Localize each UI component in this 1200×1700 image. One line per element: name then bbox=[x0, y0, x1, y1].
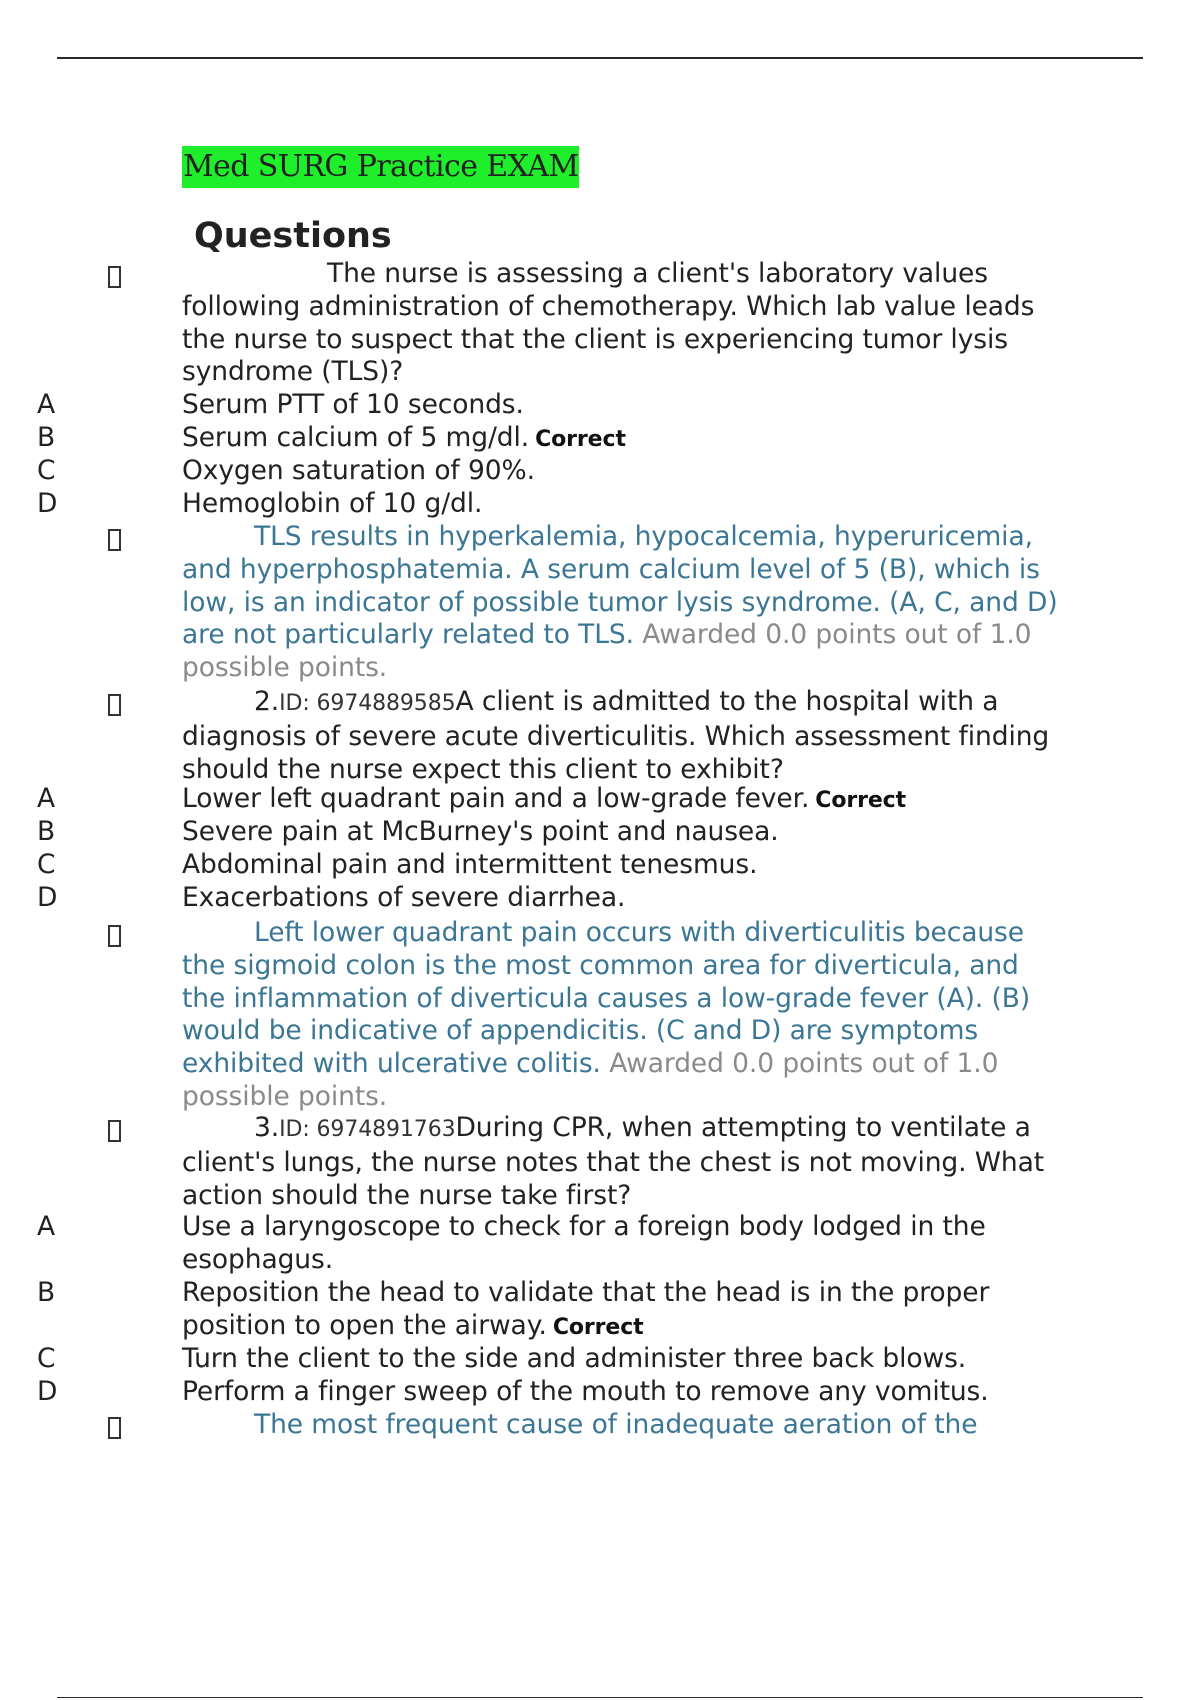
awarded-points: Awarded 0.0 points out of 1.0 possible points. bbox=[182, 1048, 999, 1112]
option-letter: D bbox=[37, 1376, 58, 1407]
question-3-stem: 3.ID: 6974891763During CPR, when attempting to ventilate a client's lungs, the nurse notes that the chest is not moving. What action should the nurse take first? bbox=[182, 1112, 1045, 1211]
question-id: ID: 6974891763 bbox=[279, 1117, 456, 1142]
option-letter: A bbox=[37, 1211, 56, 1242]
rationale-bullet-icon bbox=[108, 925, 121, 947]
option-text: Severe pain at McBurney's point and nausea. bbox=[182, 816, 779, 847]
option-letter: A bbox=[37, 783, 56, 814]
option-letter: B bbox=[37, 1277, 56, 1308]
option-text: Use a laryngoscope to check for a foreign body lodged in the esophagus. bbox=[182, 1211, 986, 1275]
option-text: Turn the client to the side and administer three back blows. bbox=[182, 1343, 967, 1374]
option-letter: B bbox=[37, 816, 56, 847]
question-bullet-icon bbox=[108, 266, 121, 288]
option-text: Serum PTT of 10 seconds. bbox=[182, 389, 524, 420]
awarded-points: Awarded 0.0 points out of 1.0 possible points. bbox=[182, 619, 1032, 684]
correct-label: Correct bbox=[552, 1314, 644, 1340]
option-letter: A bbox=[37, 389, 56, 420]
question-1-rationale: TLS results in hyperkalemia, hypocalcemia, hyperuricemia, and hyperphosphatemia. A serum calcium level of 5 (B), which is low, is an indicator of possible tumor lysis syndrome. (A, C, and D) are not particularly related to TLS. Awarded 0.0 points out of 1.0 possible points. bbox=[182, 521, 1058, 684]
question-id: ID: 6974889585 bbox=[279, 691, 456, 716]
option-text: Exacerbations of severe diarrhea. bbox=[182, 882, 626, 913]
rationale-bullet-icon bbox=[108, 1417, 121, 1439]
option-text: Perform a finger sweep of the mouth to remove any vomitus. bbox=[182, 1376, 989, 1407]
top-rule bbox=[57, 57, 1143, 59]
option-letter: C bbox=[37, 1343, 56, 1374]
correct-label: Correct bbox=[815, 788, 907, 813]
section-heading: Questions bbox=[194, 216, 392, 256]
option-text: Oxygen saturation of 90%. bbox=[182, 455, 535, 486]
bottom-rule bbox=[57, 1697, 1143, 1698]
question-2-stem: 2.ID: 6974889585A client is admitted to the hospital with a diagnosis of severe acute diverticulitis. Which assessment finding should the nurse expect this client to exhibit? bbox=[182, 686, 1050, 785]
question-bullet-icon bbox=[108, 694, 121, 716]
option-letter: D bbox=[37, 488, 58, 519]
option-text: Serum calcium of 5 mg/dl. Correct bbox=[182, 422, 626, 453]
page-title: Med SURG Practice EXAM bbox=[182, 146, 579, 188]
option-letter: C bbox=[37, 849, 56, 880]
option-text: Lower left quadrant pain and a low-grade fever. Correct bbox=[182, 783, 907, 814]
option-letter: C bbox=[37, 455, 56, 486]
question-bullet-icon bbox=[108, 1120, 121, 1142]
option-letter: B bbox=[37, 422, 56, 453]
correct-label: Correct bbox=[535, 427, 626, 452]
question-1-stem: The nurse is assessing a client's laboratory values following administration of chemotherapy. Which lab value leads the nurse to suspect that the client is experiencing tumor lysis syndrome (TLS)? bbox=[182, 258, 1035, 388]
rationale-bullet-icon bbox=[108, 529, 121, 551]
option-letter: D bbox=[37, 882, 58, 913]
question-3-rationale: The most frequent cause of inadequate aeration of the bbox=[254, 1409, 978, 1440]
option-text: Reposition the head to validate that the head is in the proper position to open the airway. Correct bbox=[182, 1277, 990, 1341]
option-text: Abdominal pain and intermittent tenesmus. bbox=[182, 849, 758, 880]
question-2-rationale: Left lower quadrant pain occurs with diverticulitis because the sigmoid colon is the most common area for diverticula, and the inflammation of diverticula causes a low-grade fever (A). (B) would be indicative of appendicitis. (C and D) are symptoms exhibited with ulcerative colitis. Awarded 0.0 points out of 1.0 possible points. bbox=[182, 917, 1031, 1112]
option-text: Hemoglobin of 10 g/dl. bbox=[182, 488, 483, 519]
